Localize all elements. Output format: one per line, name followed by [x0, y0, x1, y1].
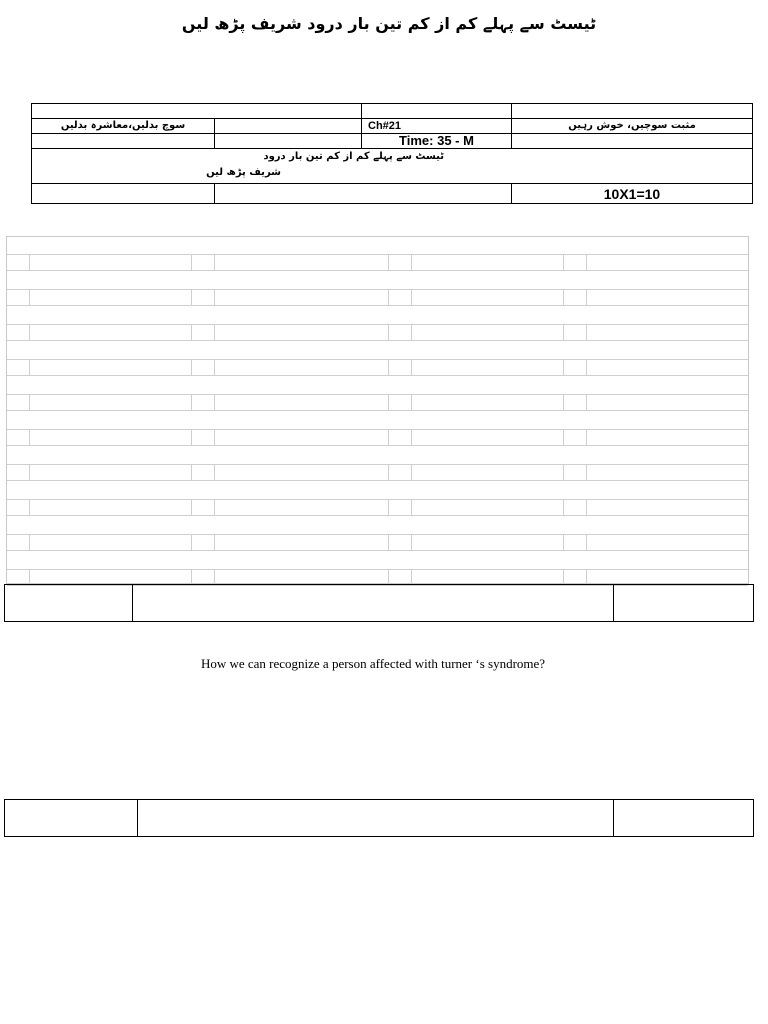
grid-column-divider: [29, 255, 30, 270]
grid-column-divider: [563, 290, 564, 305]
grid-column-divider: [214, 535, 215, 550]
box-divider: [613, 800, 614, 836]
grid-column-divider: [388, 290, 389, 305]
grid-row: [7, 464, 748, 481]
grid-column-divider: [586, 570, 587, 585]
grid-column-divider: [563, 570, 564, 585]
grid-column-divider: [411, 570, 412, 585]
subject-note-left: سوچ بدلیں،معاشرہ بدلیں: [32, 119, 215, 134]
grid-column-divider: [191, 360, 192, 375]
grid-column-divider: [411, 500, 412, 515]
grid-column-divider: [29, 535, 30, 550]
grid-column-divider: [29, 290, 30, 305]
grid-column-divider: [563, 535, 564, 550]
grid-column-divider: [411, 430, 412, 445]
instruction-line-2: شریف پڑھ لیں: [206, 167, 281, 178]
grid-column-divider: [388, 325, 389, 340]
grid-column-divider: [29, 570, 30, 585]
grid-column-divider: [388, 500, 389, 515]
grid-row: [7, 429, 748, 446]
grid-column-divider: [586, 395, 587, 410]
grid-column-divider: [214, 430, 215, 445]
grid-column-divider: [411, 255, 412, 270]
chapter-label: Ch#21: [362, 119, 512, 134]
grid-column-divider: [191, 570, 192, 585]
grid-column-divider: [214, 395, 215, 410]
grid-row: [7, 534, 748, 551]
grid-column-divider: [411, 395, 412, 410]
grid-column-divider: [563, 500, 564, 515]
header-cell: [215, 184, 512, 204]
grid-column-divider: [29, 500, 30, 515]
grid-row: [7, 289, 748, 306]
grid-column-divider: [191, 255, 192, 270]
grid-column-divider: [563, 395, 564, 410]
grid-column-divider: [214, 325, 215, 340]
grid-column-divider: [388, 535, 389, 550]
box-divider: [132, 585, 133, 621]
grid-column-divider: [191, 500, 192, 515]
grid-column-divider: [586, 360, 587, 375]
grid-column-divider: [586, 325, 587, 340]
header-row-time: [32, 134, 753, 149]
grid-column-divider: [563, 325, 564, 340]
grid-column-divider: [214, 465, 215, 480]
answer-box-row-1: [4, 584, 754, 622]
grid-column-divider: [586, 500, 587, 515]
grid-column-divider: [586, 535, 587, 550]
grid-column-divider: [411, 465, 412, 480]
box-divider: [613, 585, 614, 621]
header-table: [31, 103, 753, 204]
header-cell: [32, 104, 362, 119]
header-row-instruction: [32, 149, 753, 184]
header-cell: [512, 104, 753, 119]
grid-column-divider: [388, 430, 389, 445]
grid-column-divider: [214, 255, 215, 270]
header-cell: [512, 134, 753, 149]
grid-column-divider: [29, 465, 30, 480]
grid-column-divider: [388, 360, 389, 375]
grid-column-divider: [411, 360, 412, 375]
answer-box-row-2: [4, 799, 754, 837]
grid-column-divider: [388, 255, 389, 270]
grid-column-divider: [586, 465, 587, 480]
grid-column-divider: [29, 395, 30, 410]
grid-column-divider: [214, 570, 215, 585]
subject-note-right: مثبت سوچیں، خوش رہیں: [512, 119, 753, 134]
grid-column-divider: [388, 570, 389, 585]
grid-column-divider: [388, 395, 389, 410]
grid-row: [7, 499, 748, 516]
header-row-marks: [32, 184, 753, 204]
grid-column-divider: [563, 360, 564, 375]
time-label: Time: 35 - M: [362, 134, 512, 149]
grid-row: [7, 254, 748, 271]
header-cell: [362, 104, 512, 119]
grid-row: [7, 394, 748, 411]
grid-row: [7, 324, 748, 341]
grid-column-divider: [563, 255, 564, 270]
answer-grid: [6, 236, 749, 584]
grid-column-divider: [388, 465, 389, 480]
grid-column-divider: [586, 255, 587, 270]
grid-column-divider: [214, 500, 215, 515]
grid-row: [7, 359, 748, 376]
header-cell: [215, 134, 362, 149]
header-row-subject: [32, 119, 753, 134]
grid-column-divider: [29, 325, 30, 340]
page-title: ٹیسٹ سے پہلے کم از کم تین بار درود شریف پڑھ لیں: [181, 14, 597, 33]
instruction-cell: [32, 149, 753, 184]
question-1: How we can recognize a person affected with turner ‘s syndrome?: [200, 656, 546, 671]
grid-column-divider: [29, 430, 30, 445]
header-cell: [32, 134, 215, 149]
grid-column-divider: [411, 325, 412, 340]
grid-column-divider: [191, 465, 192, 480]
grid-column-divider: [411, 290, 412, 305]
grid-column-divider: [191, 290, 192, 305]
grid-column-divider: [191, 535, 192, 550]
grid-column-divider: [214, 360, 215, 375]
grid-column-divider: [563, 430, 564, 445]
grid-column-divider: [191, 430, 192, 445]
instruction-line-1: ٹیسٹ سے پہلے کم از کم تین بار درود: [263, 151, 444, 162]
grid-column-divider: [563, 465, 564, 480]
grid-column-divider: [586, 430, 587, 445]
grid-column-divider: [191, 325, 192, 340]
grid-column-divider: [411, 535, 412, 550]
grid-column-divider: [29, 360, 30, 375]
header-cell: [215, 119, 362, 134]
grid-column-divider: [586, 290, 587, 305]
grid-column-divider: [214, 290, 215, 305]
box-divider: [137, 800, 138, 836]
marks-label: 10X1=10: [512, 184, 753, 204]
header-cell: [32, 184, 215, 204]
header-row-blank: [32, 104, 753, 119]
grid-column-divider: [191, 395, 192, 410]
